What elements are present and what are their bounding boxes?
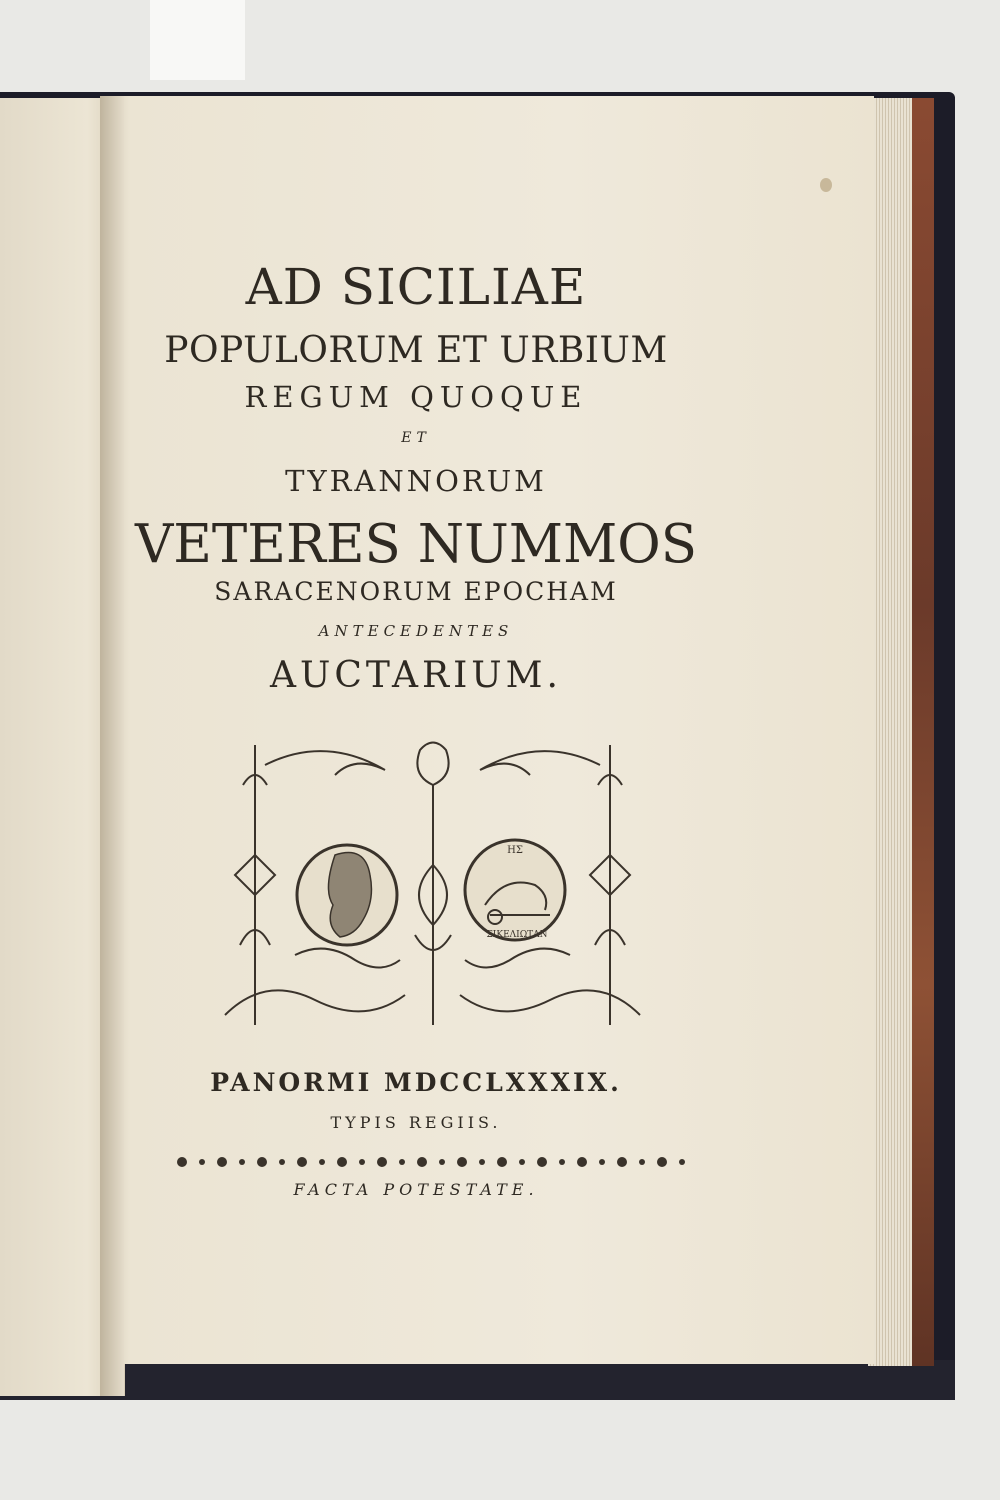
rule-rosette	[177, 1157, 187, 1167]
ornamental-rule	[172, 1154, 692, 1170]
rule-rosette	[319, 1159, 325, 1165]
rule-rosette	[337, 1157, 347, 1167]
title-line-5: TYRANNORUM	[285, 464, 547, 498]
vine-left	[295, 949, 400, 968]
page-edges	[868, 98, 918, 1366]
rule-rosette	[297, 1157, 307, 1167]
cover-bottom-edge	[0, 1360, 955, 1400]
rule-rosette	[639, 1159, 645, 1165]
title-line-3: REGUM QUOQUE	[244, 380, 588, 414]
coin-right-quadriga	[465, 840, 565, 940]
rule-rosette	[537, 1157, 547, 1167]
rule-rosette	[359, 1159, 365, 1165]
rule-rosette	[617, 1157, 627, 1167]
title-line-8: ANTECEDENTES	[318, 622, 514, 640]
rule-rosette	[497, 1157, 507, 1167]
rule-rosette	[479, 1159, 485, 1165]
foxing-spot	[820, 178, 832, 192]
rule-rosette	[679, 1159, 685, 1165]
rule-rosette	[457, 1157, 467, 1167]
rule-rosette	[199, 1159, 205, 1165]
rule-rosette	[559, 1159, 565, 1165]
coin-left-veiled-head	[297, 845, 397, 945]
imprint-printer: TYPIS REGIIS.	[330, 1113, 502, 1132]
title-line-2: POPULORUM ET URBIUM	[164, 330, 668, 371]
coin-legend-bottom: ΣΙΚΕΛΙΩΤΑΝ	[486, 930, 548, 940]
rule-rosette	[519, 1159, 525, 1165]
rule-rosette	[257, 1157, 267, 1167]
rule-rosette	[217, 1157, 227, 1167]
ornamental-engraving	[205, 725, 660, 1055]
rule-rosette	[439, 1159, 445, 1165]
marbled-board-edge	[912, 98, 934, 1366]
permission-note: FACTA POTESTATE.	[293, 1180, 539, 1199]
rule-rosette	[399, 1159, 405, 1165]
rule-rosette	[239, 1159, 245, 1165]
imprint-place-date: PANORMI MDCCLXXXIX.	[210, 1068, 622, 1097]
title-line-1: AD SICILIAE	[245, 258, 587, 316]
rule-rosette	[577, 1157, 587, 1167]
top-scroll-left	[265, 751, 385, 775]
coin-legend-top: ΗΣ	[507, 845, 523, 856]
reference-card	[150, 0, 245, 80]
rule-rosette	[279, 1159, 285, 1165]
top-scroll-right	[480, 751, 600, 775]
rule-rosette	[599, 1159, 605, 1165]
rule-rosette	[417, 1157, 427, 1167]
vine-right	[465, 949, 570, 968]
title-line-9: AUCTARIUM.	[270, 655, 562, 696]
bottom-scroll-left	[225, 990, 405, 1015]
right-ornament-column	[590, 745, 630, 1025]
rule-rosette	[657, 1157, 667, 1167]
title-line-6: VETERES NUMMOS	[134, 514, 698, 575]
title-line-7: SARACENORUM EPOCHAM	[214, 577, 618, 606]
central-urn	[417, 743, 448, 1026]
left-ornament-column	[235, 745, 275, 1025]
bottom-scroll-right	[460, 990, 640, 1015]
rule-rosette	[377, 1157, 387, 1167]
title-line-4: ET	[401, 430, 431, 446]
